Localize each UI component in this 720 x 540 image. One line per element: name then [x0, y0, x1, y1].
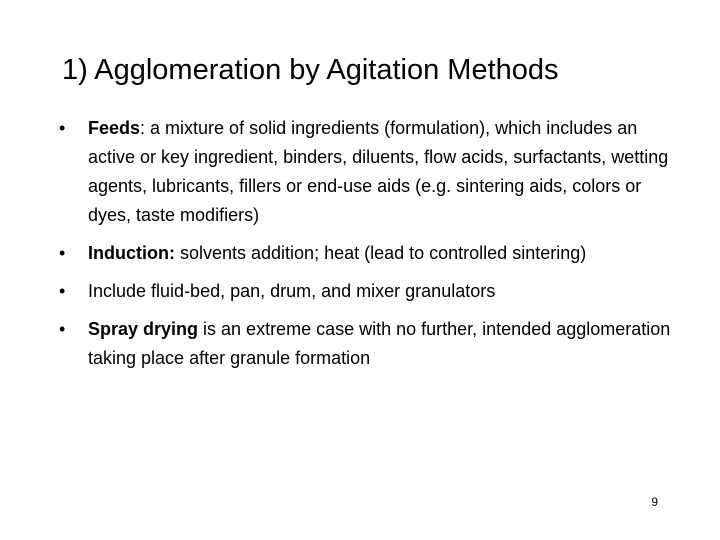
- bullet-spray-drying: [58, 315, 678, 373]
- bullet-term: Induction:: [88, 243, 175, 263]
- bullet-feeds: [58, 114, 678, 230]
- bullet-text: Include fluid-bed, pan, drum, and mixer granulators: [88, 281, 496, 301]
- page-number: 9: [651, 495, 658, 509]
- bullet-list: [58, 114, 678, 382]
- slide-title: 1) Agglomeration by Agitation Methods: [62, 54, 559, 86]
- bullet-text: : a mixture of solid ingredients (formulation), which includes an active or key ingredient, binders, diluents, flow acids, surfactants, wetting agents, lubricants, fillers or end-use aids (e.g. sintering aids, colors or dyes, taste modifiers): [88, 118, 669, 225]
- bullet-granulators: [58, 277, 678, 306]
- bullet-term: Spray drying: [88, 319, 199, 339]
- bullet-icon: •: [59, 243, 66, 263]
- bullet-icon: •: [59, 281, 66, 301]
- bullet-term: Feeds: [88, 118, 141, 138]
- bullet-text: solvents addition; heat (lead to controlled sintering): [174, 243, 587, 263]
- bullet-induction: [58, 239, 678, 268]
- bullet-icon: •: [59, 319, 66, 339]
- bullet-icon: •: [59, 118, 66, 138]
- bullet-text: is an extreme case with no further, intended agglomeration taking place after granule formation: [88, 319, 671, 368]
